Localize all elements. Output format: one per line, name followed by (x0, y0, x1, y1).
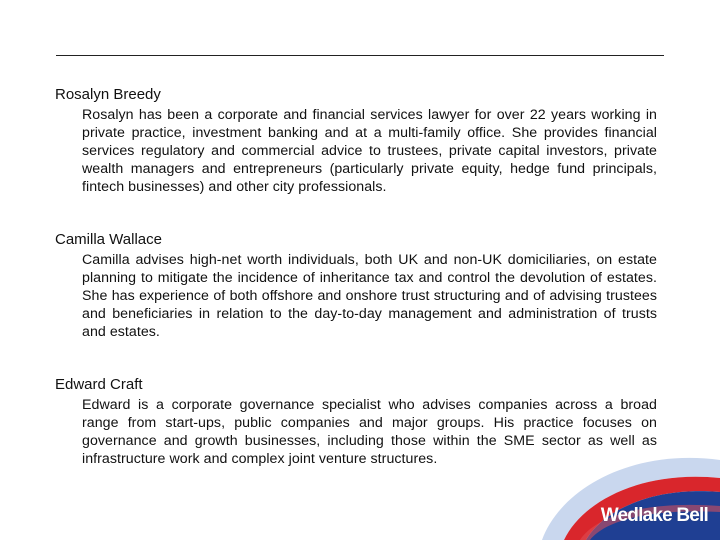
top-divider (56, 55, 664, 56)
person-bio: Camilla advises high-net worth individuals, both UK and non-UK domiciliaries, on estate planning to mitigate the incidence of inheritance tax and control the devolution of estates. She has experience of both offshore and onshore trust structuring and of advising trustees and beneficiaries in relation to the day-to-day management and administration of trusts and estates. (82, 252, 657, 341)
person-name: Edward Craft (55, 376, 143, 393)
person-bio: Rosalyn has been a corporate and financial services lawyer for over 22 years working in private practice, investment banking and at a multi-family office. She provides financial services regulatory and commercial advice to trustees, private capital investors, private wealth managers and entrepreneurs (particularly private equity, hedge fund principals, fintech businesses) and other city professionals. (82, 107, 657, 196)
wedlake-bell-logo (520, 420, 720, 540)
profile-rosalyn-breedy (55, 86, 657, 196)
person-name: Camilla Wallace (55, 231, 162, 248)
person-bio: Edward is a corporate governance specialist who advises companies across a broad range from start-ups, public companies and major groups. His practice focuses on governance and growth businesses, including those within the SME sector as well as infrastructure work and complex joint venture structures. (82, 397, 657, 468)
logo-text: Wedlake Bell (600, 505, 708, 526)
profile-camilla-wallace (55, 231, 657, 341)
person-name: Rosalyn Breedy (55, 86, 161, 103)
